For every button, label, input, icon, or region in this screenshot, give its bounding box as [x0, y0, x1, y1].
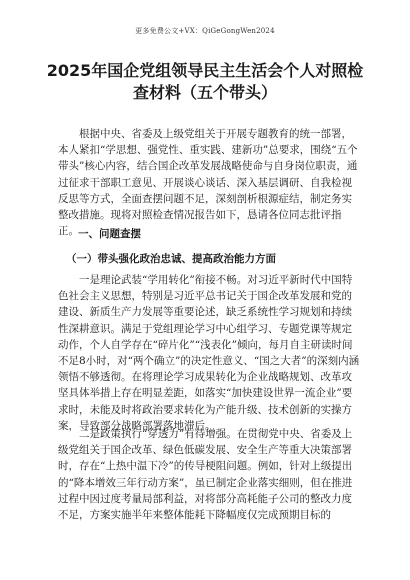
body-paragraph-2: 二是政策执行“穿透力”有待增强。在贯彻党中央、省委及上级党组关于国企改革、绿色低碳发展、安全生产等重大决策部署时，存在“上热中温下冷”的传导梗阻问题。例如，针对上级提出的“降本增效三年行动方案”，虽已制定企业落实细则，但在推进过程中因过度考量局部利益，对将部分高耗能子公司的整改力度不足，方案实施半年来整体能耗下降幅度仅完成预期目标的 — [58, 428, 353, 522]
document-title: 2025年国企党组领导民主生活会个人对照检查材料（五个带头） — [46, 61, 364, 102]
intro-paragraph: 根据中央、省委及上级党组关于开展专题教育的统一部署，本人紧扣“学思想、强党性、重实践、建新功”总要求，围绕“五个带头”核心内容，结合国企改革发展战略使命与自身岗位职责，通过征求干部职工意见、开展谈心谈话、深入基层调研、自我检视反思等方式，全面查摆问题不足，深刻剖析根源症结，制定务实整改措施。现将对照检查情况报告如下，恳请各位同志批评指正。 — [58, 128, 358, 238]
subsection-heading: （一）带头强化政治忠诚、提高政治能力方面 — [66, 253, 276, 265]
header-note: 更多免费公文+VX：QiGeGongWen2024 — [135, 27, 275, 35]
body-paragraph-1: 一是理论武装“学用转化”衔接不畅。对习近平新时代中国特色社会主义思想，特别是习近平总书记关于国企改革发展和党的建设、新质生产力发展等重要论述，缺乏系统性学习规划和持续性深耕意识。满足于党组理论学习中心组学习、专题党课等规定动作，个人自学存在“碎片化”“浅表化”倾向，每月自主研读时间不足8小时，对“两个确立”的决定性意义、“国之大者”的深刻内涵领悟不够透彻。在将理论学习成果转化为企业战略规划、改革攻坚具体举措上存在明显差距，如落实“加快建设世界一流企业”要求时，未能及时将政治要求转化为产能升级、技术创新的实操方案，导致部分战略部署落地滞后。 — [58, 274, 360, 432]
section-heading: 一、问题查摆 — [78, 228, 141, 240]
